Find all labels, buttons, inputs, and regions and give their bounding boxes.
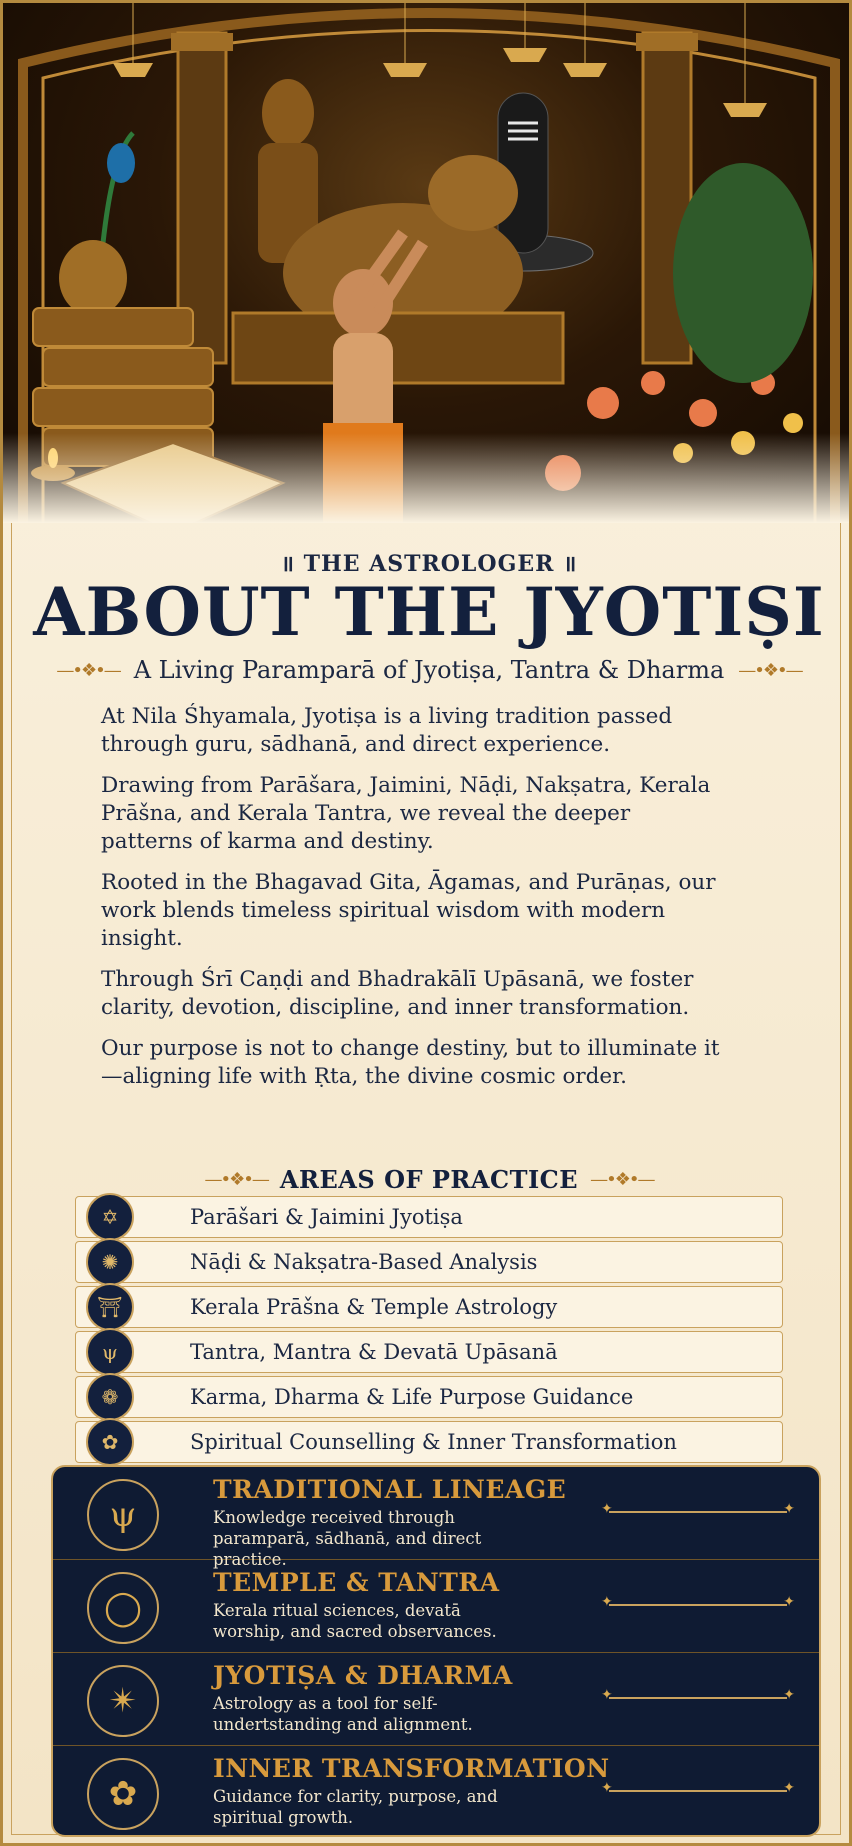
area-label: Nāḍi & Nakṣatra-Based Analysis — [190, 1250, 538, 1274]
intro-paragraph: At Nila Śhyamala, Jyotiṣa is a living tradition passed through guru, sādhanā, and direct experience. — [101, 704, 673, 757]
intro-paragraph: Drawing from Parāšara, Jaimini, Nāḍi, Nakṣatra, Kerala Prāšna, and Kerala Tantra, we reveal the deeper patterns of karma and destiny. — [101, 773, 711, 854]
temple-scene — [3, 3, 849, 523]
panel-row-desc: Guidance for clarity, purpose, and spiritual growth. — [213, 1787, 498, 1827]
trident-icon: ψ — [87, 1479, 159, 1551]
intro-text — [101, 703, 721, 1104]
area-label: Spiritual Counselling & Inner Transformation — [190, 1430, 677, 1454]
intro-paragraph: Through Śrī Caṇḍi and Bhadrakālī Upāsanā, we foster clarity, devotion, discipline, and inner transformation. — [101, 967, 694, 1020]
hero-illustration — [3, 3, 849, 523]
compass-star-icon: ✴ — [87, 1665, 159, 1737]
ornament-line-icon — [609, 1697, 787, 1699]
lotus-icon: ✿ — [86, 1418, 134, 1466]
flower-icon: ❁ — [86, 1373, 134, 1421]
ornament-line-icon — [609, 1604, 787, 1606]
areas-title: AREAS OF PRACTICE — [279, 1164, 579, 1194]
mandala-icon: ✺ — [86, 1238, 134, 1286]
panel-row-desc: Kerala ritual sciences, devatā worship, and sacred observances. — [213, 1601, 497, 1641]
panel-row-title: TRADITIONAL LINEAGE — [213, 1475, 567, 1504]
panel-row-desc: Knowledge received through paramparā, sādhanā, and direct practice. — [213, 1508, 482, 1569]
area-item — [75, 1241, 783, 1283]
panel-row — [53, 1653, 819, 1746]
intro-paragraph: Our purpose is not to change destiny, but to illuminate it—aligning life with Ṛta, the divine cosmic order. — [101, 1036, 720, 1089]
area-label: Parāšari & Jaimini Jyotiṣa — [190, 1205, 463, 1229]
star-of-david-icon: ✡ — [86, 1193, 134, 1241]
panel-row-title: JYOTIṢA & DHARMA — [213, 1661, 513, 1690]
area-label: Tantra, Mantra & Devatā Upāsanā — [190, 1340, 558, 1364]
areas-heading — [3, 1163, 852, 1195]
panel-row — [53, 1467, 819, 1569]
trident-icon: ψ — [86, 1328, 134, 1376]
subtitle-row — [3, 653, 852, 687]
area-item — [75, 1286, 783, 1328]
lotus-icon: ✿ — [87, 1758, 159, 1830]
area-item — [75, 1421, 783, 1463]
area-label: Kerala Prāšna & Temple Astrology — [190, 1295, 558, 1319]
panel-row-title: TEMPLE & TANTRA — [213, 1568, 500, 1597]
subtitle: A Living Paramparā of Jyotiṣa, Tantra & Dharma — [133, 656, 725, 684]
panel-row-desc: Astrology as a tool for self-undertstanding and alignment. — [213, 1694, 473, 1734]
kicker: ॥ THE ASTROLOGER ॥ — [280, 551, 578, 577]
intro-paragraph: Rooted in the Bhagavad Gita, Āgamas, and Purāṇas, our work blends timeless spiritual wisdom with modern insight. — [101, 870, 716, 951]
area-label: Karma, Dharma & Life Purpose Guidance — [190, 1385, 634, 1409]
temple-icon: ⛩ — [86, 1283, 134, 1331]
panel-row — [53, 1746, 819, 1838]
panel-row — [53, 1560, 819, 1653]
prayer-beads-icon: ◯ — [87, 1572, 159, 1644]
area-item — [75, 1331, 783, 1373]
ornament-left-icon: —•❖•— — [204, 1168, 268, 1190]
area-item — [75, 1196, 783, 1238]
ornament-line-icon — [609, 1790, 787, 1792]
lineage-panel — [51, 1465, 821, 1837]
page-title: ABOUT THE JYOTIṢI — [33, 573, 825, 651]
ornament-right-icon: —•❖•— — [590, 1168, 654, 1190]
area-item — [75, 1376, 783, 1418]
ornament-line-icon — [609, 1511, 787, 1513]
ornament-left-icon: —•❖•— — [56, 659, 120, 681]
areas-list — [75, 1196, 783, 1466]
panel-row-title: INNER TRANSFORMATION — [213, 1754, 610, 1783]
ornament-right-icon: —•❖•— — [738, 659, 802, 681]
